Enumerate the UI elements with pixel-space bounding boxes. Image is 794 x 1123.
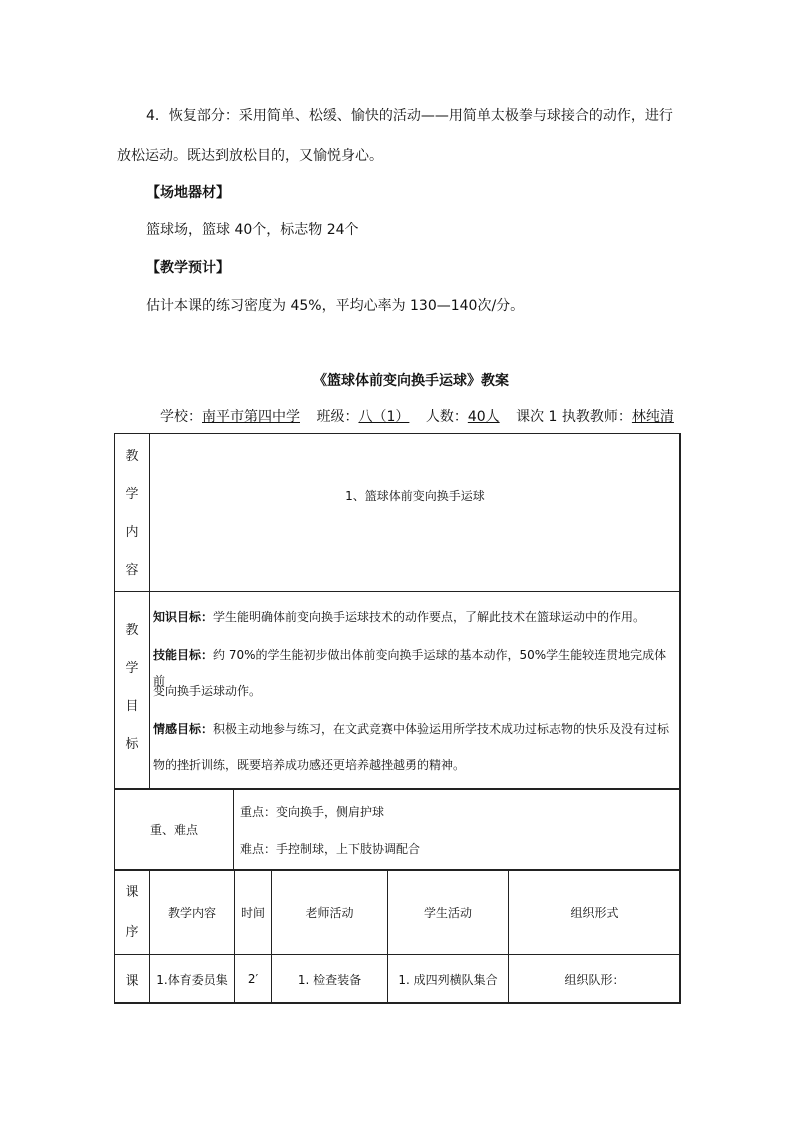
- row1-form: 组织队形：: [564, 972, 625, 987]
- content-text: 1、篮球体前变向换手运球: [345, 489, 485, 503]
- row1-teacher-cell: [271, 954, 388, 1004]
- goal-text-cell: [149, 591, 681, 790]
- content-text-cell: [149, 433, 681, 592]
- forecast-heading: 【教学预计】: [146, 260, 230, 276]
- key-text-cell: [233, 788, 681, 871]
- count-value: 40人: [467, 409, 500, 425]
- emotion-text-2: 物的挫折训练，既要培养成功感还更培养越挫越勇的精神。: [153, 758, 466, 772]
- goal-char: 目: [125, 699, 139, 714]
- skill-text-1: 约 70%的学生能初步做出体前变向换手运球的基本动作，50%学生能较连贯地完成体前: [153, 648, 667, 688]
- lesson-value: 课次 1: [516, 409, 558, 425]
- content-char: 学: [125, 487, 139, 502]
- row1-form-cell: [508, 954, 681, 1004]
- plan-info: [160, 406, 674, 426]
- goal-char: 学: [125, 661, 139, 676]
- skill-text-2: 变向换手运球动作。: [153, 684, 262, 698]
- row1-order-cell: [114, 954, 150, 1004]
- knowledge-label: 知识目标：: [153, 610, 214, 624]
- header-time: 时间: [240, 905, 265, 920]
- difficulty-point: 难点：手控制球，上下肢协调配合: [240, 842, 421, 856]
- header-time-cell: [234, 869, 272, 955]
- header-student-cell: [387, 869, 509, 955]
- header-teacher-cell: [271, 869, 388, 955]
- row1-content-cell: [149, 954, 235, 1004]
- school-value: 南平市第四中学: [202, 409, 300, 425]
- row1-content: 1.体育委员集: [156, 972, 228, 987]
- knowledge-goal: [153, 604, 675, 630]
- goal-label-cell: [114, 591, 150, 790]
- header-student: 学生活动: [423, 905, 472, 920]
- teacher-label: 执教教师：: [561, 409, 632, 425]
- school-label: 学校：: [160, 409, 202, 425]
- class-value: 八（1）: [358, 409, 410, 425]
- goal-char: 标: [125, 737, 139, 752]
- plan-title: 《篮球体前变向换手运球》教案: [313, 373, 509, 389]
- forecast-text: 估计本课的练习密度为 45%，平均心率为 130—140次/分。: [146, 298, 525, 314]
- key-label-cell: [114, 788, 234, 871]
- skill-label: 技能目标：: [153, 648, 214, 662]
- emotion-text-1: 积极主动地参与练习，在文武竞赛中体验运用所学技术成功过标志物的快乐及没有过标: [213, 722, 670, 736]
- content-char: 内: [125, 525, 139, 540]
- header-order-char: 序: [125, 925, 139, 940]
- header-form-cell: [508, 869, 681, 955]
- header-teacher: 老师活动: [305, 905, 354, 920]
- row1-time: 2′: [247, 972, 259, 986]
- header-order-char: 课: [125, 885, 139, 900]
- recovery-paragraph-line1: 4．恢复部分：采用简单、松缓、愉快的活动——用简单太极拳与球接合的动作，进行: [146, 108, 673, 124]
- content-char: 容: [125, 563, 139, 578]
- teacher-value: 林纯清: [631, 409, 674, 425]
- venue-text: 篮球场，篮球 40个，标志物 24个: [146, 222, 359, 238]
- recovery-paragraph-line2: 放松运动。既达到放松目的，又愉悦身心。: [117, 148, 383, 164]
- header-content-cell: [149, 869, 235, 955]
- knowledge-text: 学生能明确体前变向换手运球技术的动作要点，了解此技术在篮球运动中的作用。: [213, 610, 646, 624]
- header-form: 组织形式: [570, 905, 619, 920]
- row1-student: 1. 成四列横队集合: [398, 972, 498, 987]
- content-label-cell: [114, 433, 150, 592]
- key-point: 重点：变向换手，侧肩护球: [240, 805, 385, 819]
- header-order-cell: [114, 869, 150, 955]
- header-content: 教学内容: [167, 905, 216, 920]
- goal-char: 教: [125, 623, 139, 638]
- class-label: 班级：: [316, 409, 359, 425]
- row1-student-cell: [387, 954, 509, 1004]
- row1-time-cell: [234, 954, 272, 1004]
- emotion-goal: [153, 716, 675, 742]
- row1-order: 课: [125, 973, 139, 989]
- venue-heading: 【场地器材】: [146, 185, 230, 201]
- row1-teacher: 1. 检查装备: [297, 972, 362, 987]
- lesson-plan-table: [114, 433, 680, 1003]
- count-label: 人数：: [425, 409, 468, 425]
- key-label: 重、难点: [149, 823, 198, 837]
- content-char: 教: [125, 449, 139, 464]
- emotion-label: 情感目标：: [153, 722, 214, 736]
